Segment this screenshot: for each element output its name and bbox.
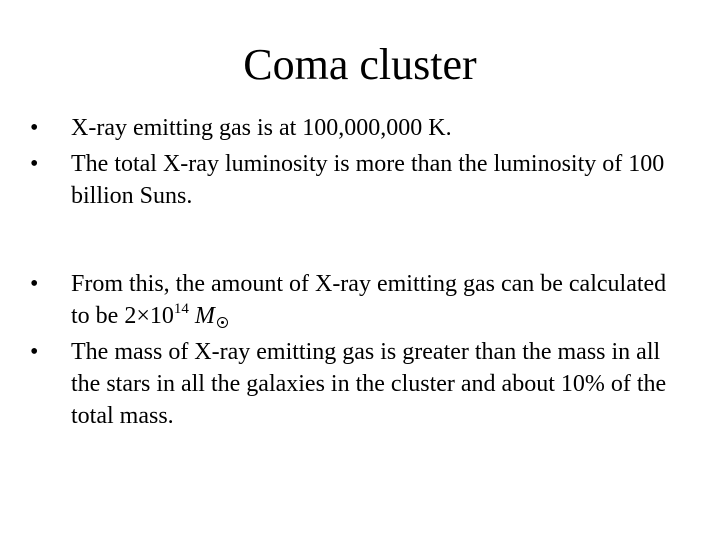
bullet-marker: •	[30, 271, 39, 297]
bullet-list-bottom	[30, 268, 680, 436]
slide-title: Coma cluster	[243, 40, 477, 89]
bullet-text: The total X-ray luminosity is more than the luminosity of 100 billion Suns.	[71, 151, 665, 209]
bullet-marker: •	[30, 115, 39, 141]
solar-mass-unit	[195, 303, 228, 329]
sun-symbol-icon	[217, 317, 228, 328]
bullet-gas-temperature	[30, 112, 680, 144]
bullet-text: X-ray emitting gas is at 100,000,000 K.	[71, 115, 452, 141]
bullet-xray-luminosity	[30, 148, 680, 212]
bullet-text: The mass of X-ray emitting gas is greater than the mass in all the stars in all the galaxies in the cluster and about 10% of the total mass.	[71, 339, 667, 429]
bullet-marker: •	[30, 339, 39, 365]
exponent: 14	[173, 301, 189, 317]
bullet-gas-mass-calculation	[30, 268, 680, 332]
bullet-list-top	[30, 112, 680, 216]
mass-symbol: M	[194, 303, 215, 329]
bullet-gas-mass-comparison	[30, 336, 680, 432]
bullet-text: From this, the amount of X-ray emitting gas can be calculated to be 2×10	[71, 271, 667, 329]
bullet-marker: •	[30, 151, 39, 177]
